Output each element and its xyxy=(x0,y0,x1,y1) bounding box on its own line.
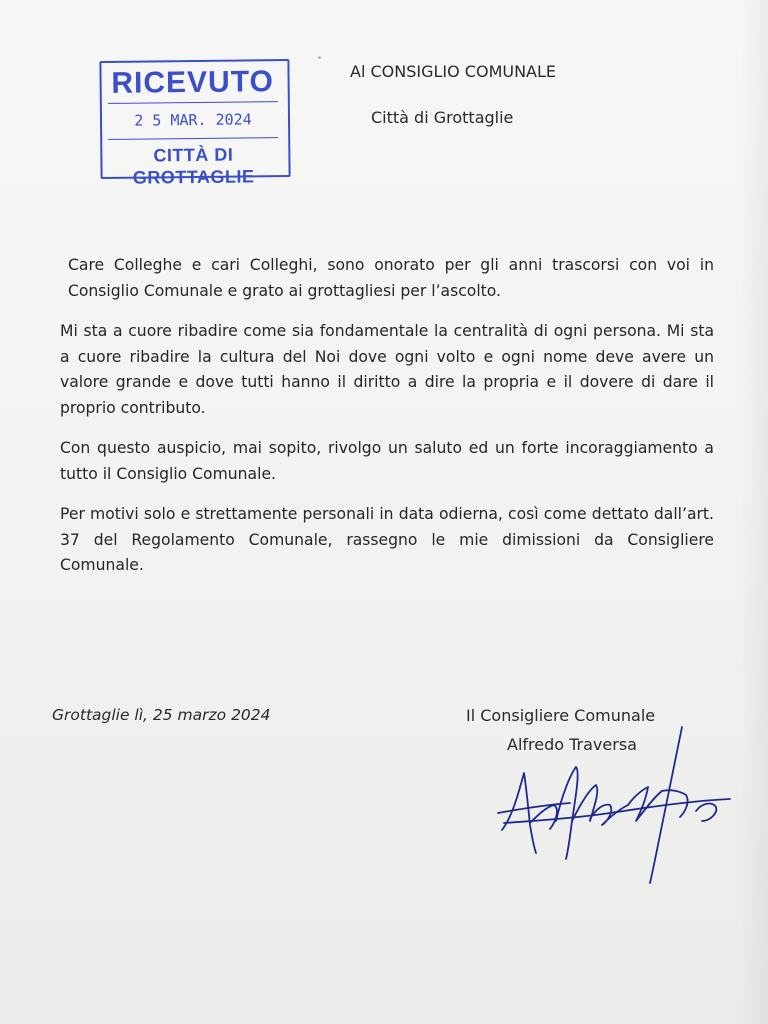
stamp-title: RICEVUTO xyxy=(111,65,275,100)
received-stamp xyxy=(99,59,290,188)
signer-name: Alfredo Traversa xyxy=(507,735,637,754)
stamp-date: 2 5 MAR. 2024 xyxy=(134,110,252,130)
paragraph-greeting: Care Colleghe e cari Colleghi, sono onorato per gli anni trascorsi con voi in Consiglio Comunale e grato ai grottagliesi per l’ascolto. xyxy=(68,256,714,300)
paragraph-salute: Con questo auspicio, mai sopito, rivolgo un saluto ed un forte incoraggiamento a tutto il Consiglio Comunale. xyxy=(60,439,714,483)
letter-body xyxy=(60,253,714,594)
paragraph-values: Mi sta a cuore ribadire come sia fondamentale la centralità di ogni persona. Mi sta a cuore ribadire la cultura del Noi dove ogni volto e ogni nome deve avere un valore grande e dove tutti hanno il diritto a dire la propria e il dovere di dare il proprio contributo. xyxy=(60,322,714,417)
addressee-city: Città di Grottaglie xyxy=(371,108,514,127)
addressee-recipient: Al CONSIGLIO COMUNALE xyxy=(350,62,557,81)
place-date: Grottaglie lì, 25 marzo 2024 xyxy=(52,706,271,724)
stamp-city: CITTÀ DI GROTTAGLIE xyxy=(132,144,255,188)
paper-mark xyxy=(318,56,321,59)
signer-role: Il Consigliere Comunale xyxy=(466,706,656,725)
paragraph-resignation: Per motivi solo e strettamente personali in data odierna, così come dettato dall’art. 37 del Regolamento Comunale, rassegno le mie dimissioni da Consigliere Comunale. xyxy=(60,505,714,574)
handwritten-signature-icon xyxy=(490,725,760,895)
